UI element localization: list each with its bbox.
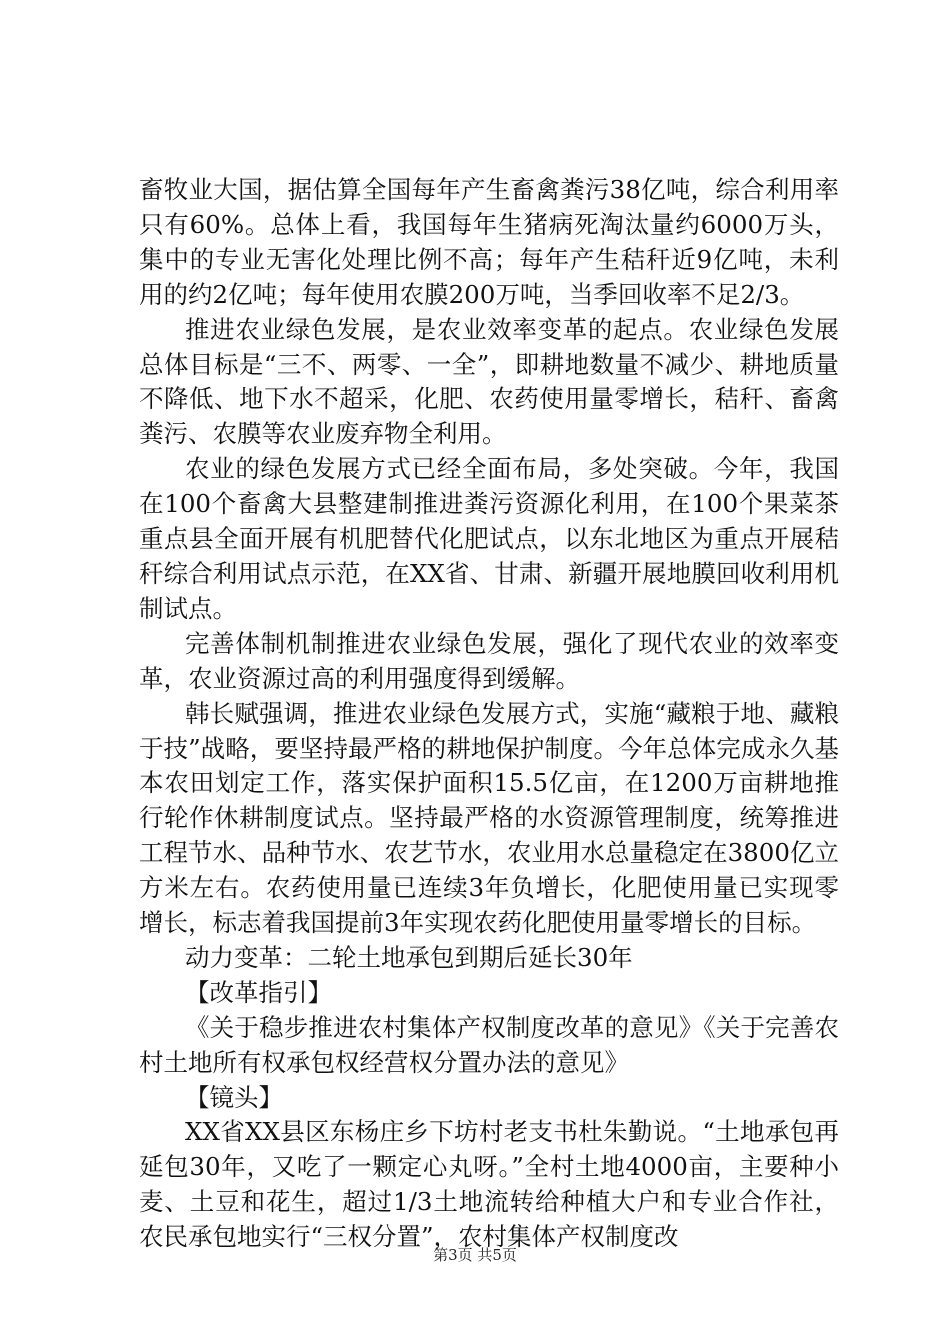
heading-camera: 【镜头】 bbox=[185, 1082, 283, 1112]
page-number-footer: 第3页 共5页 bbox=[433, 1246, 517, 1264]
paragraph-3: 农业的绿色发展方式已经全面布局，多处突破。今年，我国在100个畜禽大县整建制推进粪污资源化利用，在100个果菜茶重点县全面开展有机肥替代化肥试点，以东北地区为重点开展秸秆综合利用试点示范，在XX省、甘肃、新疆开展地膜回收利用机制试点。 bbox=[139, 454, 839, 623]
document-body bbox=[139, 173, 839, 1255]
paragraph-2: 推进农业绿色发展，是农业效率变革的起点。农业绿色发展总体目标是“三不、两零、一全”，即耕地数量不减少、耕地质量不降低、地下水不超采，化肥、农药使用量零增长，秸秆、畜禽粪污、农膜等农业废弃物全利用。 bbox=[139, 314, 839, 449]
section-heading-dynamic-reform: 动力变革：二轮土地承包到期后延长30年 bbox=[185, 942, 633, 972]
paragraph-village-story: XX省XX县区东杨庄乡下坊村老支书杜朱勤说。“土地承包再延包30年，又吃了一颗定心丸呀。”全村土地4000亩，主要种小麦、土豆和花生，超过1/3土地流转给种植大户和专业合作社，农民承包地实行“三权分置”，农村集体产权制度改 bbox=[139, 1117, 839, 1252]
paragraph-5: 韩长赋强调，推进农业绿色发展方式，实施“藏粮于地、藏粮于技”战略，要坚持最严格的耕地保护制度。今年总体完成永久基本农田划定工作，落实保护面积15.5亿亩，在1200万亩耕地推行轮作休耕制度试点。坚持最严格的水资源管理制度，统筹推进工程节水、品种节水、农艺节水，农业用水总量稳定在3800亿立方米左右。农药使用量已连续3年负增长，化肥使用量已实现零增长，标志着我国提前3年实现农药化肥使用量零增长的目标。 bbox=[139, 698, 839, 938]
paragraph-4: 完善体制机制推进农业绿色发展，强化了现代农业的效率变革，农业资源过高的利用强度得到缓解。 bbox=[139, 628, 839, 693]
paragraph-policy-titles: 《关于稳步推进农村集体产权制度改革的意见》《关于完善农村土地所有权承包权经营权分置办法的意见》 bbox=[139, 1012, 839, 1077]
heading-reform-guidance: 【改革指引】 bbox=[185, 977, 332, 1007]
paragraph-1: 畜牧业大国，据估算全国每年产生畜禽粪污38亿吨，综合利用率只有60%。总体上看，我国每年生猪病死淘汰量约6000万头，集中的专业无害化处理比例不高；每年产生秸秆近9亿吨，未利用的约2亿吨；每年使用农膜200万吨，当季回收率不足2/3。 bbox=[139, 175, 839, 309]
